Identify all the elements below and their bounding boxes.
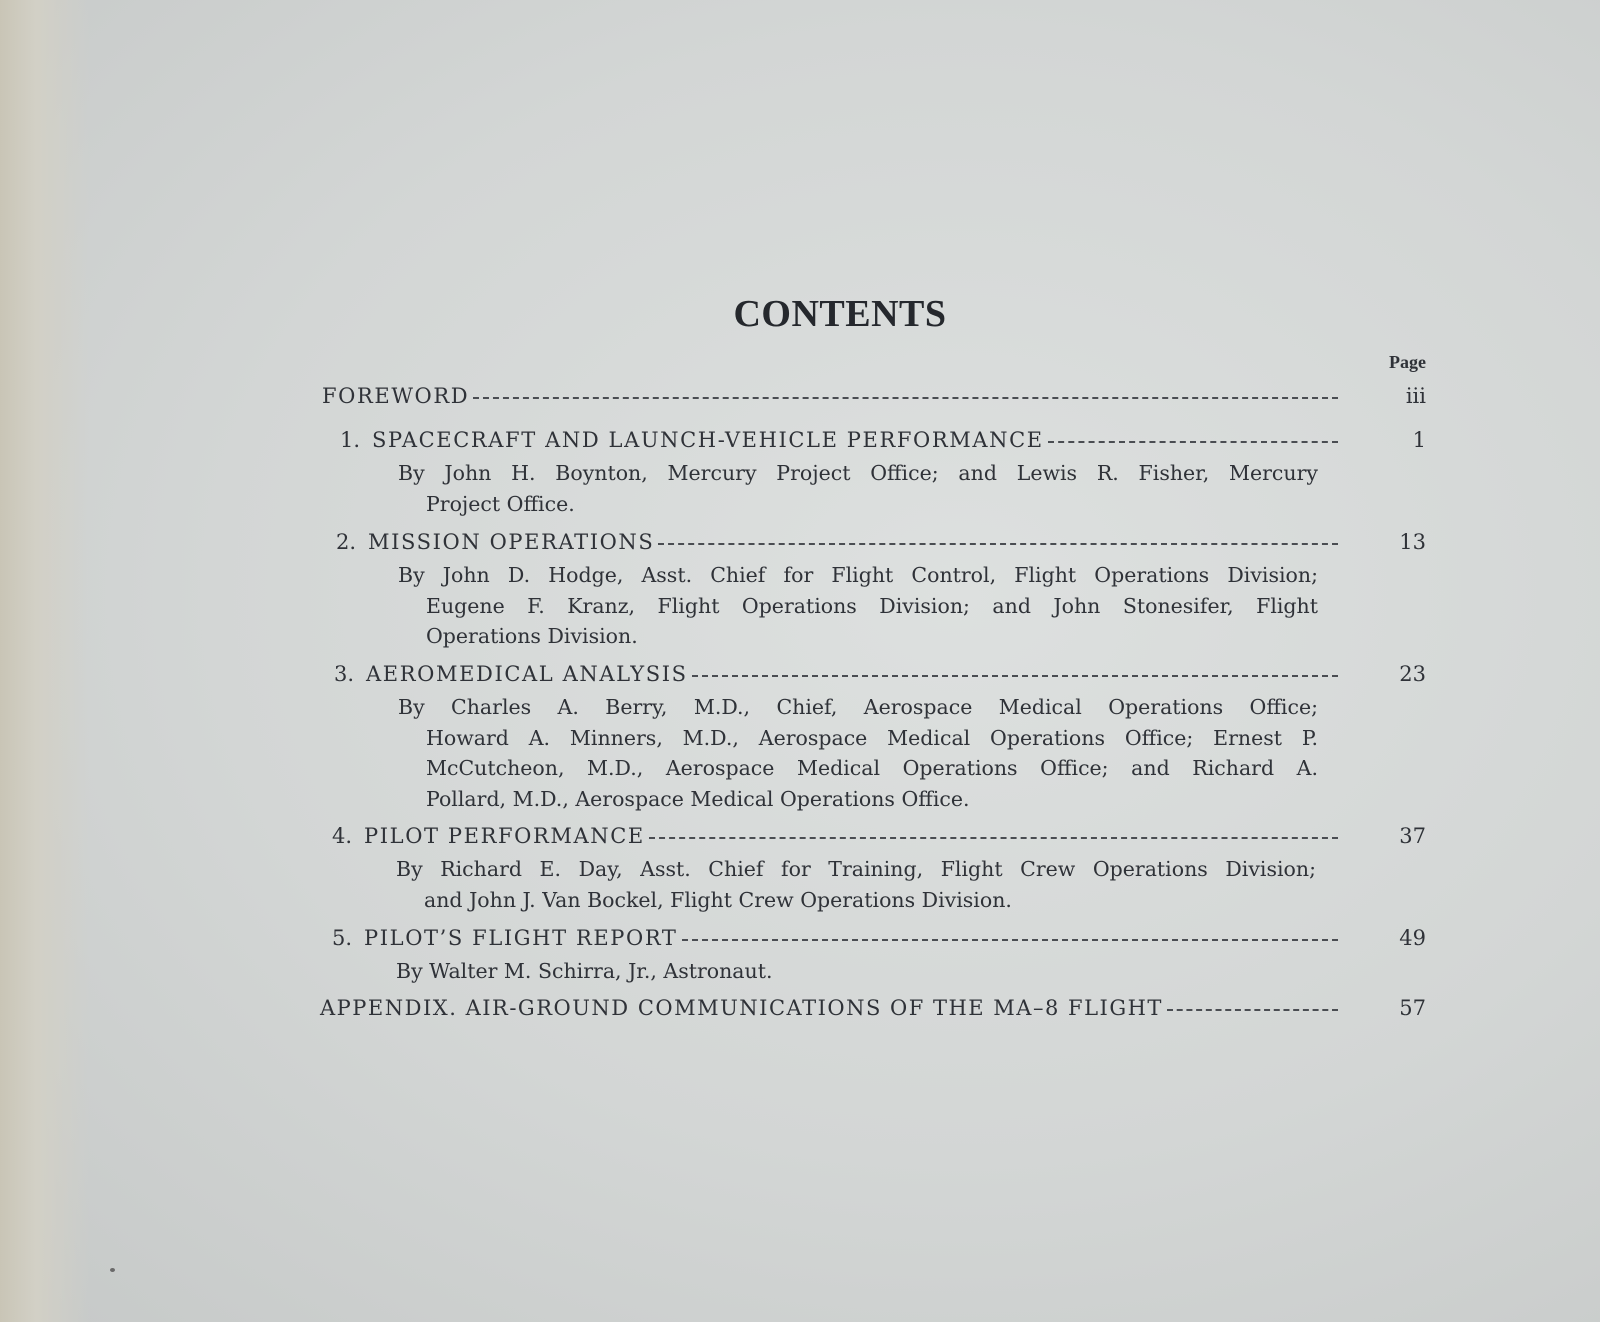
dot-leader: [1167, 1009, 1338, 1011]
toc-entry-number: 4.: [332, 824, 353, 848]
toc-entry-2: [336, 530, 1338, 558]
dot-leader: [649, 837, 1338, 839]
dot-leader: [1048, 441, 1338, 443]
toc-entry-page: 13: [1399, 530, 1426, 554]
toc-entry-title: AEROMEDICAL ANALYSIS: [366, 662, 688, 686]
toc-entry-page: 57: [1399, 996, 1426, 1020]
toc-entry-byline: By John D. Hodge, Asst. Chief for Flight Control, Flight Operations Division; Eugene F. Kranz, Flight Operations Division; and John Stonesifer, Flight Operations Division.: [398, 563, 1318, 648]
toc-entry-number: 3.: [334, 662, 355, 686]
toc-entry-4: [332, 824, 1338, 852]
dot-leader: [658, 543, 1338, 545]
toc-entry-page: 1: [1412, 428, 1426, 452]
toc-entry-title: PILOT PERFORMANCE: [364, 824, 645, 848]
toc-entry-page: 49: [1399, 926, 1426, 950]
binding-gutter: [0, 0, 90, 1322]
toc-entry-number: 2.: [336, 530, 357, 554]
toc-entry-title: SPACECRAFT AND LAUNCH-VEHICLE PERFORMANCE: [372, 428, 1044, 452]
page-column-header: Page: [1389, 352, 1426, 372]
toc-entry-byline: By Walter M. Schirra, Jr., Astronaut.: [396, 959, 773, 983]
dot-leader: [473, 397, 1338, 399]
toc-entry-title: FOREWORD: [322, 384, 470, 408]
dot-leader: [682, 939, 1339, 941]
paper-speck: [110, 1268, 115, 1272]
toc-entry-page: iii: [1405, 384, 1426, 408]
toc-entry-title: PILOT’S FLIGHT REPORT: [364, 926, 678, 950]
toc-entry-3: [334, 662, 1338, 690]
toc-entry-byline: By Charles A. Berry, M.D., Chief, Aerospace Medical Operations Office; Howard A. Minners, M.D., Aerospace Medical Operations Office; Ernest P. McCutcheon, M.D., Aerospace Medical Operations Office; and Richard A. Pollard, M.D., Aerospace Medical Operations Office.: [398, 695, 1318, 811]
toc-entry-page: 23: [1399, 662, 1426, 686]
page-title: CONTENTS: [733, 293, 947, 335]
toc-entry-page: 37: [1399, 824, 1426, 848]
toc-entry-5: [332, 926, 1338, 954]
toc-entry-byline: By Richard E. Day, Asst. Chief for Training, Flight Crew Operations Division; and John J. Van Bockel, Flight Crew Operations Division.: [396, 857, 1316, 912]
toc-entry-number: 5.: [332, 926, 353, 950]
dot-leader: [692, 675, 1338, 677]
toc-entry-appendix: [320, 996, 1338, 1024]
toc-entry-title: APPENDIX. AIR-GROUND COMMUNICATIONS OF THE MA–8 FLIGHT: [320, 996, 1163, 1020]
toc-entry-1: [340, 428, 1338, 456]
toc-entry-number: 1.: [340, 428, 361, 452]
toc-entry-foreword: [322, 384, 1338, 412]
toc-entry-title: MISSION OPERATIONS: [368, 530, 655, 554]
toc-entry-byline: By John H. Boynton, Mercury Project Office; and Lewis R. Fisher, Mercury Project Office.: [398, 461, 1318, 516]
